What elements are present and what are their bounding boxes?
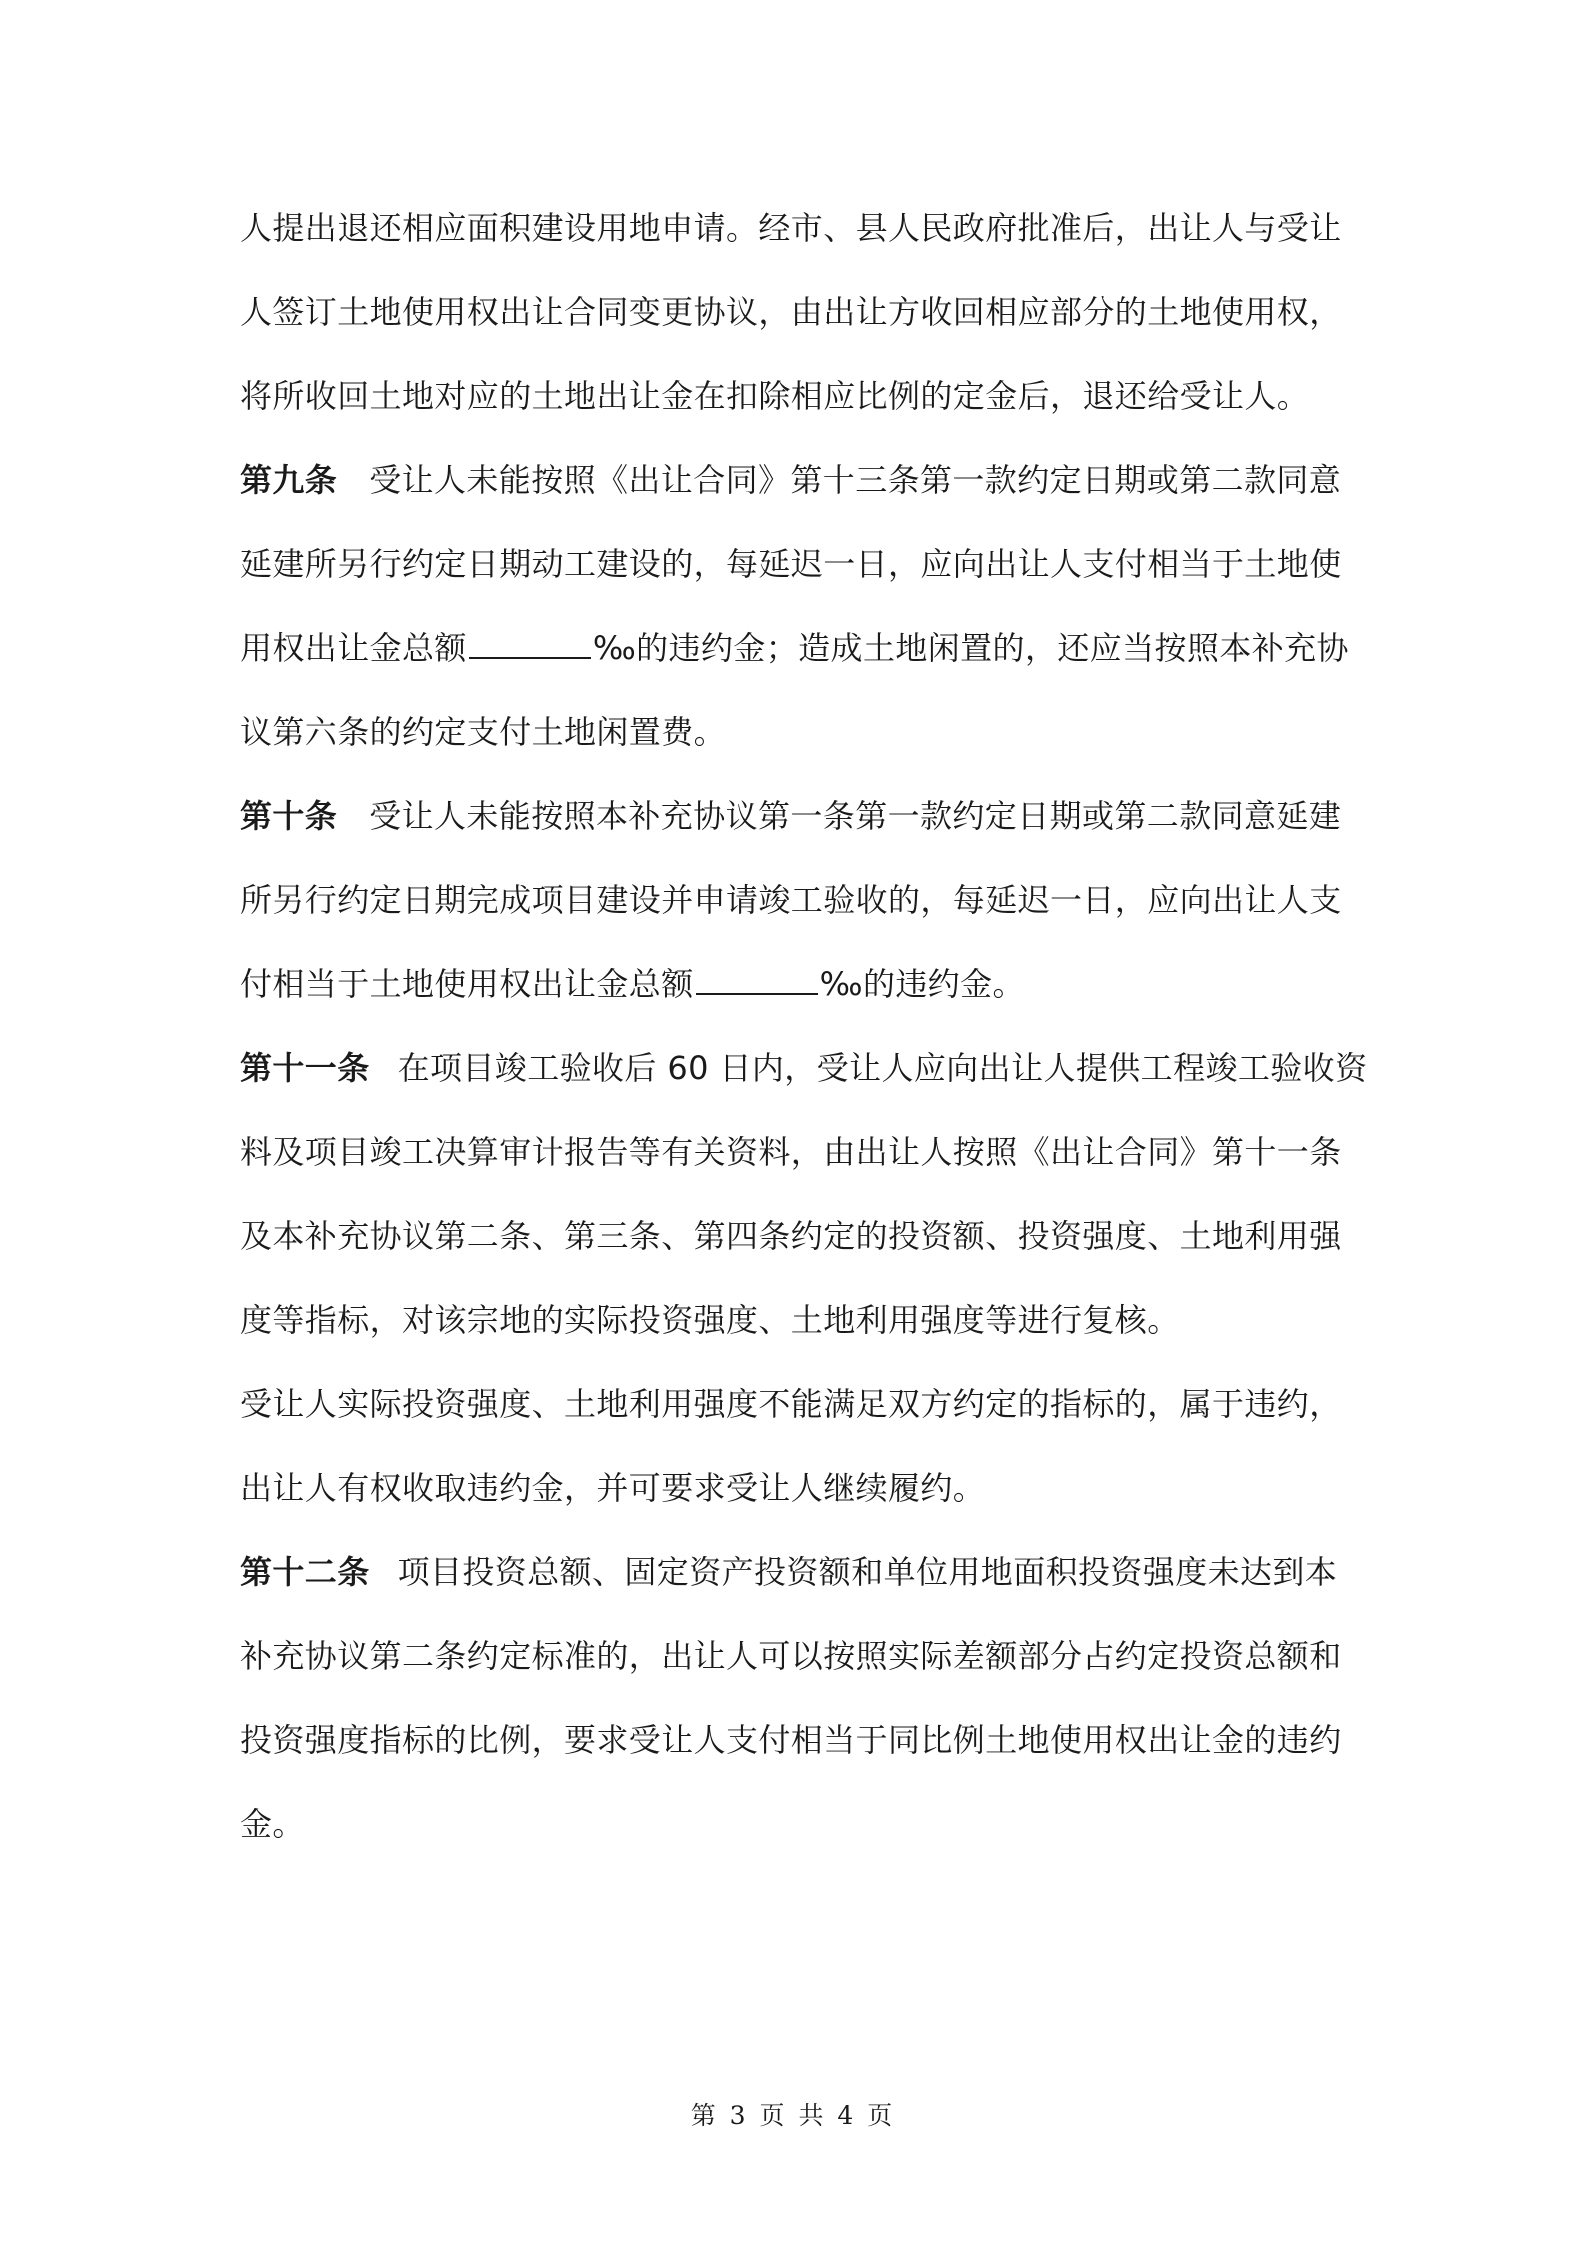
- article-10-label: 第十条: [240, 797, 338, 835]
- body-line: 人提出退还相应面积建设用地申请。经市、县人民政府批准后，出让人与受让: [240, 209, 1342, 247]
- fill-in-blank: [696, 967, 818, 995]
- body-line: 金。: [240, 1805, 305, 1843]
- article-12-line: [240, 1552, 1337, 1592]
- body-line: 人签订土地使用权出让合同变更协议，由出让方收回相应部分的土地使用权，: [240, 293, 1342, 331]
- line-text-before: 用权出让金总额: [240, 629, 467, 667]
- article-9-label: 第九条: [240, 461, 338, 499]
- article-12-label: 第十二条: [240, 1553, 370, 1591]
- article-9-text: 受让人未能按照《出让合同》第十三条第一款约定日期或第二款同意: [369, 461, 1342, 499]
- article-9-line: [240, 460, 1341, 500]
- body-line: 延建所另行约定日期动工建设的，每延迟一日，应向出让人支付相当于土地使: [240, 545, 1342, 583]
- article-11-label: 第十一条: [240, 1049, 370, 1087]
- body-line: 补充协议第二条约定标准的，出让人可以按照实际差额部分占约定投资总额和: [240, 1637, 1342, 1675]
- article-11-text: 在项目竣工验收后 60 日内，受让人应向出让人提供工程竣工验收资: [397, 1049, 1368, 1087]
- body-line: 投资强度指标的比例，要求受让人支付相当于同比例土地使用权出让金的违约: [240, 1721, 1342, 1759]
- body-line: 出让人有权收取违约金，并可要求受让人继续履约。: [240, 1469, 986, 1507]
- line-text-before: 付相当于土地使用权出让金总额: [240, 965, 694, 1003]
- body-line: 受让人实际投资强度、土地利用强度不能满足双方约定的指标的，属于违约，: [240, 1385, 1342, 1423]
- article-10-line: [240, 796, 1341, 836]
- body-line: 将所收回土地对应的土地出让金在扣除相应比例的定金后，退还给受让人。: [240, 377, 1310, 415]
- body-line-with-blank: [240, 628, 1349, 668]
- body-line: 度等指标，对该宗地的实际投资强度、土地利用强度等进行复核。: [240, 1301, 1180, 1339]
- fill-in-blank: [469, 631, 591, 659]
- body-line: 议第六条的约定支付土地闲置费。: [240, 713, 727, 751]
- article-11-line: [240, 1048, 1367, 1088]
- line-text-after: ‰的违约金；造成土地闲置的，还应当按照本补充协: [592, 629, 1349, 667]
- line-text-after: ‰的违约金。: [819, 965, 1025, 1003]
- article-10-text: 受让人未能按照本补充协议第一条第一款约定日期或第二款同意延建: [369, 797, 1342, 835]
- body-line: 所另行约定日期完成项目建设并申请竣工验收的，每延迟一日，应向出让人支: [240, 881, 1342, 919]
- article-12-text: 项目投资总额、固定资产投资额和单位用地面积投资强度未达到本: [397, 1553, 1338, 1591]
- body-line-with-blank: [240, 964, 1025, 1004]
- body-line: 及本补充协议第二条、第三条、第四条约定的投资额、投资强度、土地利用强: [240, 1217, 1342, 1255]
- page-number-footer: 第 3 页 共 4 页: [690, 2101, 896, 2130]
- body-line: 料及项目竣工决算审计报告等有关资料，由出让人按照《出让合同》第十一条: [240, 1133, 1342, 1171]
